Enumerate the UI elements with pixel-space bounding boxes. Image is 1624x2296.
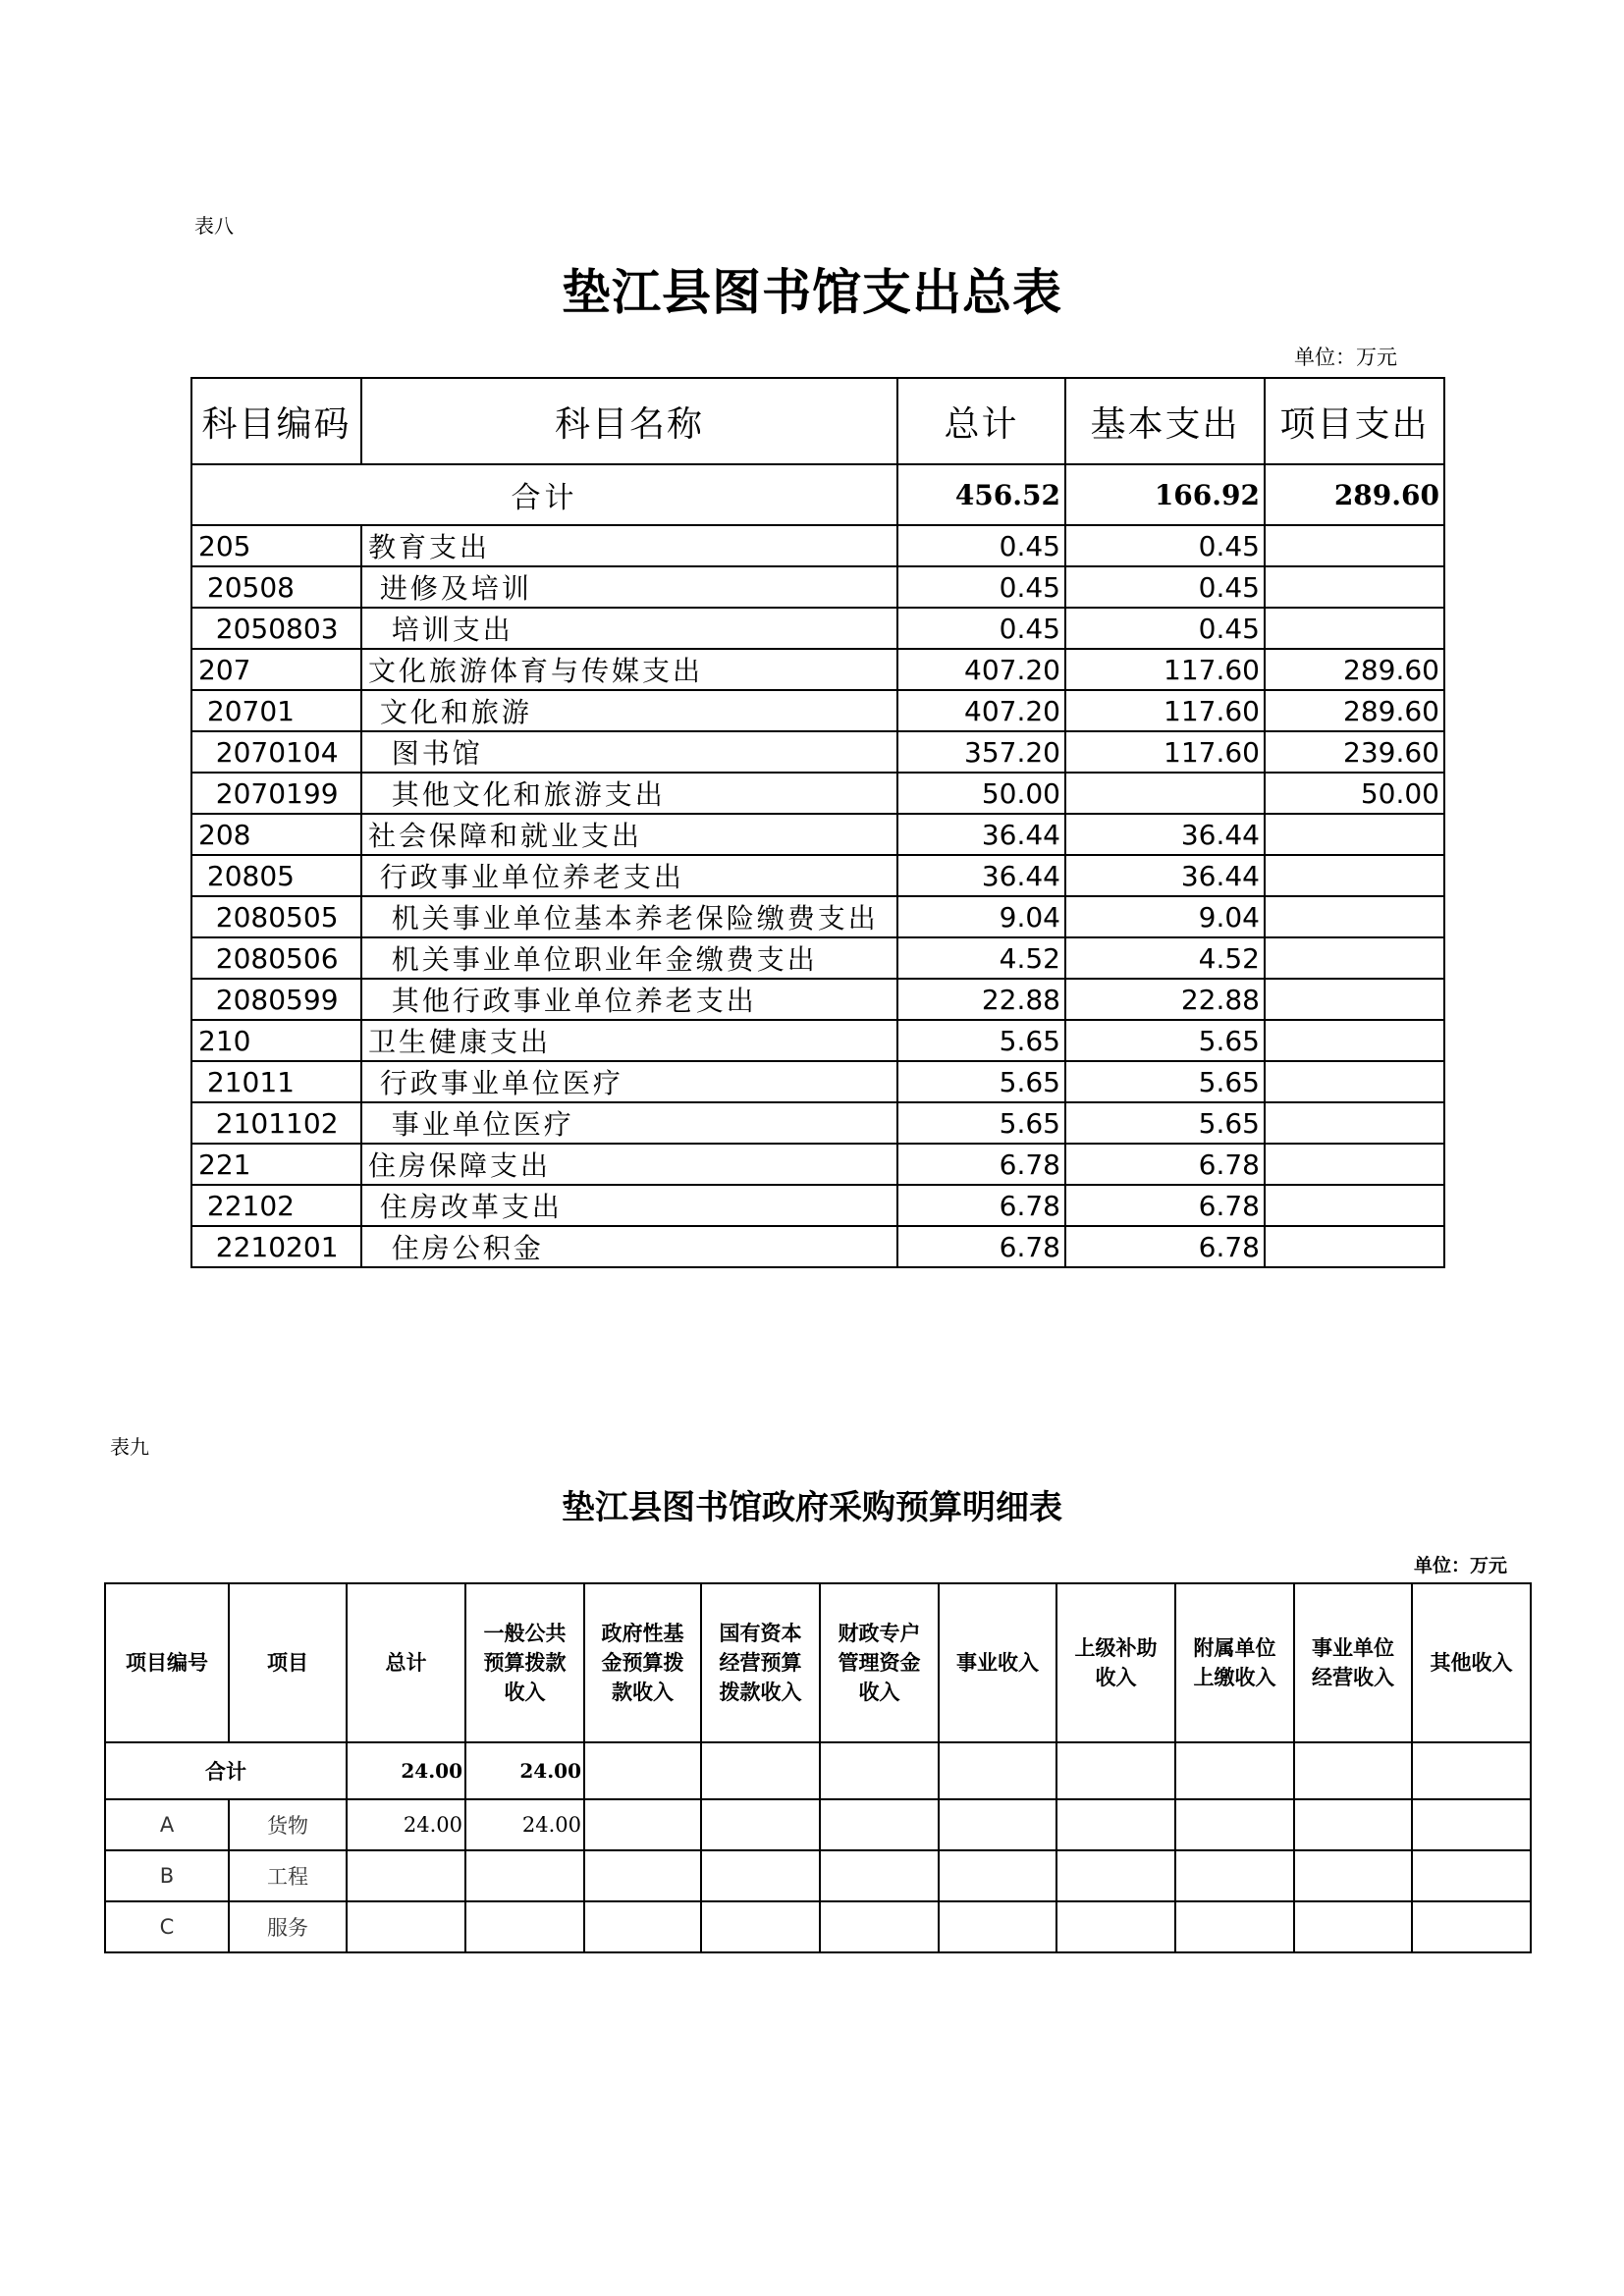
item-total-cell: 24.00 — [347, 1799, 465, 1850]
table-row — [191, 1020, 1444, 1061]
procurement-total-label: 合计 — [105, 1742, 347, 1799]
empty-cell — [939, 1799, 1056, 1850]
procurement-header-1: 项目 — [229, 1583, 347, 1742]
subject-name-cell: 事业单位医疗 — [361, 1102, 897, 1144]
project-cell: 289.60 — [1265, 649, 1444, 690]
item-name-cell: 货物 — [229, 1799, 347, 1850]
item-general-cell — [465, 1901, 584, 1952]
table-row — [191, 937, 1444, 979]
total-cell: 9.04 — [897, 896, 1065, 937]
procurement-header-4: 政府性基 金预算拨 款收入 — [584, 1583, 701, 1742]
procurement-header-9: 附属单位 上缴收入 — [1175, 1583, 1294, 1742]
header-subject-code: 科目编码 — [191, 378, 361, 464]
empty-cell — [584, 1850, 701, 1901]
subject-code-cell: 20508 — [191, 566, 361, 608]
table-row — [191, 896, 1444, 937]
empty-cell — [701, 1850, 820, 1901]
empty-cell — [939, 1850, 1056, 1901]
project-cell — [1265, 1102, 1444, 1144]
table-row — [191, 1061, 1444, 1102]
project-cell: 50.00 — [1265, 773, 1444, 814]
total-cell: 5.65 — [897, 1020, 1065, 1061]
subject-name-cell: 行政事业单位养老支出 — [361, 855, 897, 896]
subject-name-cell: 社会保障和就业支出 — [361, 814, 897, 855]
project-cell — [1265, 608, 1444, 649]
empty-cell — [1056, 1901, 1175, 1952]
total-row — [191, 464, 1444, 525]
subject-name-cell: 行政事业单位医疗 — [361, 1061, 897, 1102]
item-general-cell — [465, 1850, 584, 1901]
table-row — [105, 1799, 1531, 1850]
procurement-header-3: 一般公共 预算拨款 收入 — [465, 1583, 584, 1742]
header-basic-expenditure: 基本支出 — [1065, 378, 1265, 464]
basic-cell: 36.44 — [1065, 814, 1265, 855]
table-row — [191, 608, 1444, 649]
total-cell: 22.88 — [897, 979, 1065, 1020]
subject-code-cell: 205 — [191, 525, 361, 566]
subject-name-cell: 机关事业单位基本养老保险缴费支出 — [361, 896, 897, 937]
empty-cell — [1294, 1799, 1412, 1850]
empty-cell — [820, 1850, 939, 1901]
basic-cell: 117.60 — [1065, 731, 1265, 773]
subject-code-cell: 2080599 — [191, 979, 361, 1020]
empty-cell — [1412, 1901, 1531, 1952]
basic-cell — [1065, 773, 1265, 814]
basic-cell: 5.65 — [1065, 1102, 1265, 1144]
project-cell — [1265, 1061, 1444, 1102]
total-cell: 6.78 — [897, 1144, 1065, 1185]
table8-label: 表八 — [194, 214, 234, 238]
empty-cell — [1412, 1799, 1531, 1850]
project-cell: 289.60 — [1265, 690, 1444, 731]
table-row — [191, 1144, 1444, 1185]
total-cell: 0.45 — [897, 566, 1065, 608]
procurement-header-6: 财政专户 管理资金 收入 — [820, 1583, 939, 1742]
empty-cell — [1175, 1901, 1294, 1952]
basic-cell: 0.45 — [1065, 608, 1265, 649]
subject-code-cell: 2050803 — [191, 608, 361, 649]
subject-code-cell: 2070104 — [191, 731, 361, 773]
project-cell — [1265, 979, 1444, 1020]
subject-name-cell: 住房改革支出 — [361, 1185, 897, 1226]
empty-cell — [1294, 1850, 1412, 1901]
empty-cell — [1175, 1799, 1294, 1850]
table-row — [191, 525, 1444, 566]
total-cell: 5.65 — [897, 1061, 1065, 1102]
subject-name-cell: 文化和旅游 — [361, 690, 897, 731]
total-cell: 0.45 — [897, 608, 1065, 649]
procurement-header-8: 上级补助 收入 — [1056, 1583, 1175, 1742]
item-name-cell: 工程 — [229, 1850, 347, 1901]
total-cell: 407.20 — [897, 690, 1065, 731]
total-label: 合计 — [191, 464, 897, 525]
subject-code-cell: 210 — [191, 1020, 361, 1061]
project-cell — [1265, 1185, 1444, 1226]
total-cell: 36.44 — [897, 814, 1065, 855]
header-project-expenditure: 项目支出 — [1265, 378, 1444, 464]
procurement-header-10: 事业单位 经营收入 — [1294, 1583, 1412, 1742]
basic-cell: 6.78 — [1065, 1185, 1265, 1226]
basic-cell: 9.04 — [1065, 896, 1265, 937]
empty-cell — [1294, 1901, 1412, 1952]
subject-name-cell: 卫生健康支出 — [361, 1020, 897, 1061]
basic-cell: 117.60 — [1065, 649, 1265, 690]
total-cell: 0.45 — [897, 525, 1065, 566]
procurement-total-general: 24.00 — [465, 1742, 584, 1799]
basic-cell: 5.65 — [1065, 1061, 1265, 1102]
total-basic: 166.92 — [1065, 464, 1265, 525]
table-row — [191, 690, 1444, 731]
subject-name-cell: 住房保障支出 — [361, 1144, 897, 1185]
subject-code-cell: 22102 — [191, 1185, 361, 1226]
project-cell: 239.60 — [1265, 731, 1444, 773]
expenditure-summary-table — [190, 377, 1445, 1268]
item-code-cell: B — [105, 1850, 229, 1901]
procurement-header-11: 其他收入 — [1412, 1583, 1531, 1742]
table-row — [191, 855, 1444, 896]
subject-name-cell: 其他行政事业单位养老支出 — [361, 979, 897, 1020]
subject-name-cell: 机关事业单位职业年金缴费支出 — [361, 937, 897, 979]
project-cell — [1265, 525, 1444, 566]
empty-cell — [1175, 1850, 1294, 1901]
basic-cell: 0.45 — [1065, 566, 1265, 608]
empty-cell — [584, 1799, 701, 1850]
total-project: 289.60 — [1265, 464, 1444, 525]
table-row — [191, 979, 1444, 1020]
empty-cell — [820, 1799, 939, 1850]
total-cell: 50.00 — [897, 773, 1065, 814]
subject-name-cell: 培训支出 — [361, 608, 897, 649]
procurement-header-2: 总计 — [347, 1583, 465, 1742]
table8-title: 垫江县图书馆支出总表 — [562, 263, 1062, 321]
subject-code-cell: 2210201 — [191, 1226, 361, 1267]
table9-unit: 单位：万元 — [1414, 1555, 1508, 1576]
total-cell: 6.78 — [897, 1185, 1065, 1226]
table-row — [191, 731, 1444, 773]
empty-cell — [1412, 1850, 1531, 1901]
subject-code-cell: 2101102 — [191, 1102, 361, 1144]
procurement-header-5: 国有资本 经营预算 拨款收入 — [701, 1583, 820, 1742]
table-row — [191, 1185, 1444, 1226]
total-cell: 6.78 — [897, 1226, 1065, 1267]
project-cell — [1265, 814, 1444, 855]
item-total-cell — [347, 1850, 465, 1901]
subject-code-cell: 2080505 — [191, 896, 361, 937]
empty-cell — [584, 1901, 701, 1952]
table-row — [191, 773, 1444, 814]
empty-cell — [701, 1901, 820, 1952]
empty-cell — [1056, 1799, 1175, 1850]
table-row — [191, 814, 1444, 855]
project-cell — [1265, 1144, 1444, 1185]
project-cell — [1265, 566, 1444, 608]
subject-code-cell: 207 — [191, 649, 361, 690]
table-row — [191, 649, 1444, 690]
subject-code-cell: 20701 — [191, 690, 361, 731]
empty-cell — [939, 1901, 1056, 1952]
total-cell: 357.20 — [897, 731, 1065, 773]
table-row — [105, 1850, 1531, 1901]
basic-cell: 117.60 — [1065, 690, 1265, 731]
procurement-header-0: 项目编号 — [105, 1583, 229, 1742]
total-cell: 407.20 — [897, 649, 1065, 690]
procurement-budget-table — [104, 1582, 1532, 1953]
basic-cell: 36.44 — [1065, 855, 1265, 896]
total-cell: 4.52 — [897, 937, 1065, 979]
item-code-cell: A — [105, 1799, 229, 1850]
basic-cell: 6.78 — [1065, 1144, 1265, 1185]
item-name-cell: 服务 — [229, 1901, 347, 1952]
project-cell — [1265, 937, 1444, 979]
header-total: 总计 — [897, 378, 1065, 464]
procurement-header-7: 事业收入 — [939, 1583, 1056, 1742]
total-sum: 456.52 — [897, 464, 1065, 525]
subject-code-cell: 21011 — [191, 1061, 361, 1102]
basic-cell: 0.45 — [1065, 525, 1265, 566]
project-cell — [1265, 1020, 1444, 1061]
table9-label: 表九 — [110, 1435, 149, 1459]
procurement-total-sum: 24.00 — [347, 1742, 465, 1799]
table8-unit: 单位：万元 — [1294, 346, 1397, 369]
table-row — [191, 1102, 1444, 1144]
procurement-total-row — [105, 1742, 1531, 1799]
subject-name-cell: 图书馆 — [361, 731, 897, 773]
empty-cell — [1056, 1850, 1175, 1901]
project-cell — [1265, 896, 1444, 937]
subject-code-cell: 208 — [191, 814, 361, 855]
empty-cell — [820, 1901, 939, 1952]
subject-code-cell: 221 — [191, 1144, 361, 1185]
total-cell: 5.65 — [897, 1102, 1065, 1144]
item-code-cell: C — [105, 1901, 229, 1952]
subject-name-cell: 住房公积金 — [361, 1226, 897, 1267]
subject-code-cell: 2070199 — [191, 773, 361, 814]
item-total-cell — [347, 1901, 465, 1952]
subject-name-cell: 文化旅游体育与传媒支出 — [361, 649, 897, 690]
project-cell — [1265, 855, 1444, 896]
basic-cell: 6.78 — [1065, 1226, 1265, 1267]
table-row — [191, 1226, 1444, 1267]
subject-name-cell: 其他文化和旅游支出 — [361, 773, 897, 814]
table9-title: 垫江县图书馆政府采购预算明细表 — [562, 1488, 1062, 1527]
item-general-cell: 24.00 — [465, 1799, 584, 1850]
subject-code-cell: 2080506 — [191, 937, 361, 979]
subject-name-cell: 进修及培训 — [361, 566, 897, 608]
table-row — [191, 566, 1444, 608]
subject-code-cell: 20805 — [191, 855, 361, 896]
basic-cell: 4.52 — [1065, 937, 1265, 979]
subject-name-cell: 教育支出 — [361, 525, 897, 566]
table-row — [105, 1901, 1531, 1952]
basic-cell: 5.65 — [1065, 1020, 1265, 1061]
basic-cell: 22.88 — [1065, 979, 1265, 1020]
empty-cell — [701, 1799, 820, 1850]
total-cell: 36.44 — [897, 855, 1065, 896]
project-cell — [1265, 1226, 1444, 1267]
header-subject-name: 科目名称 — [361, 378, 897, 464]
